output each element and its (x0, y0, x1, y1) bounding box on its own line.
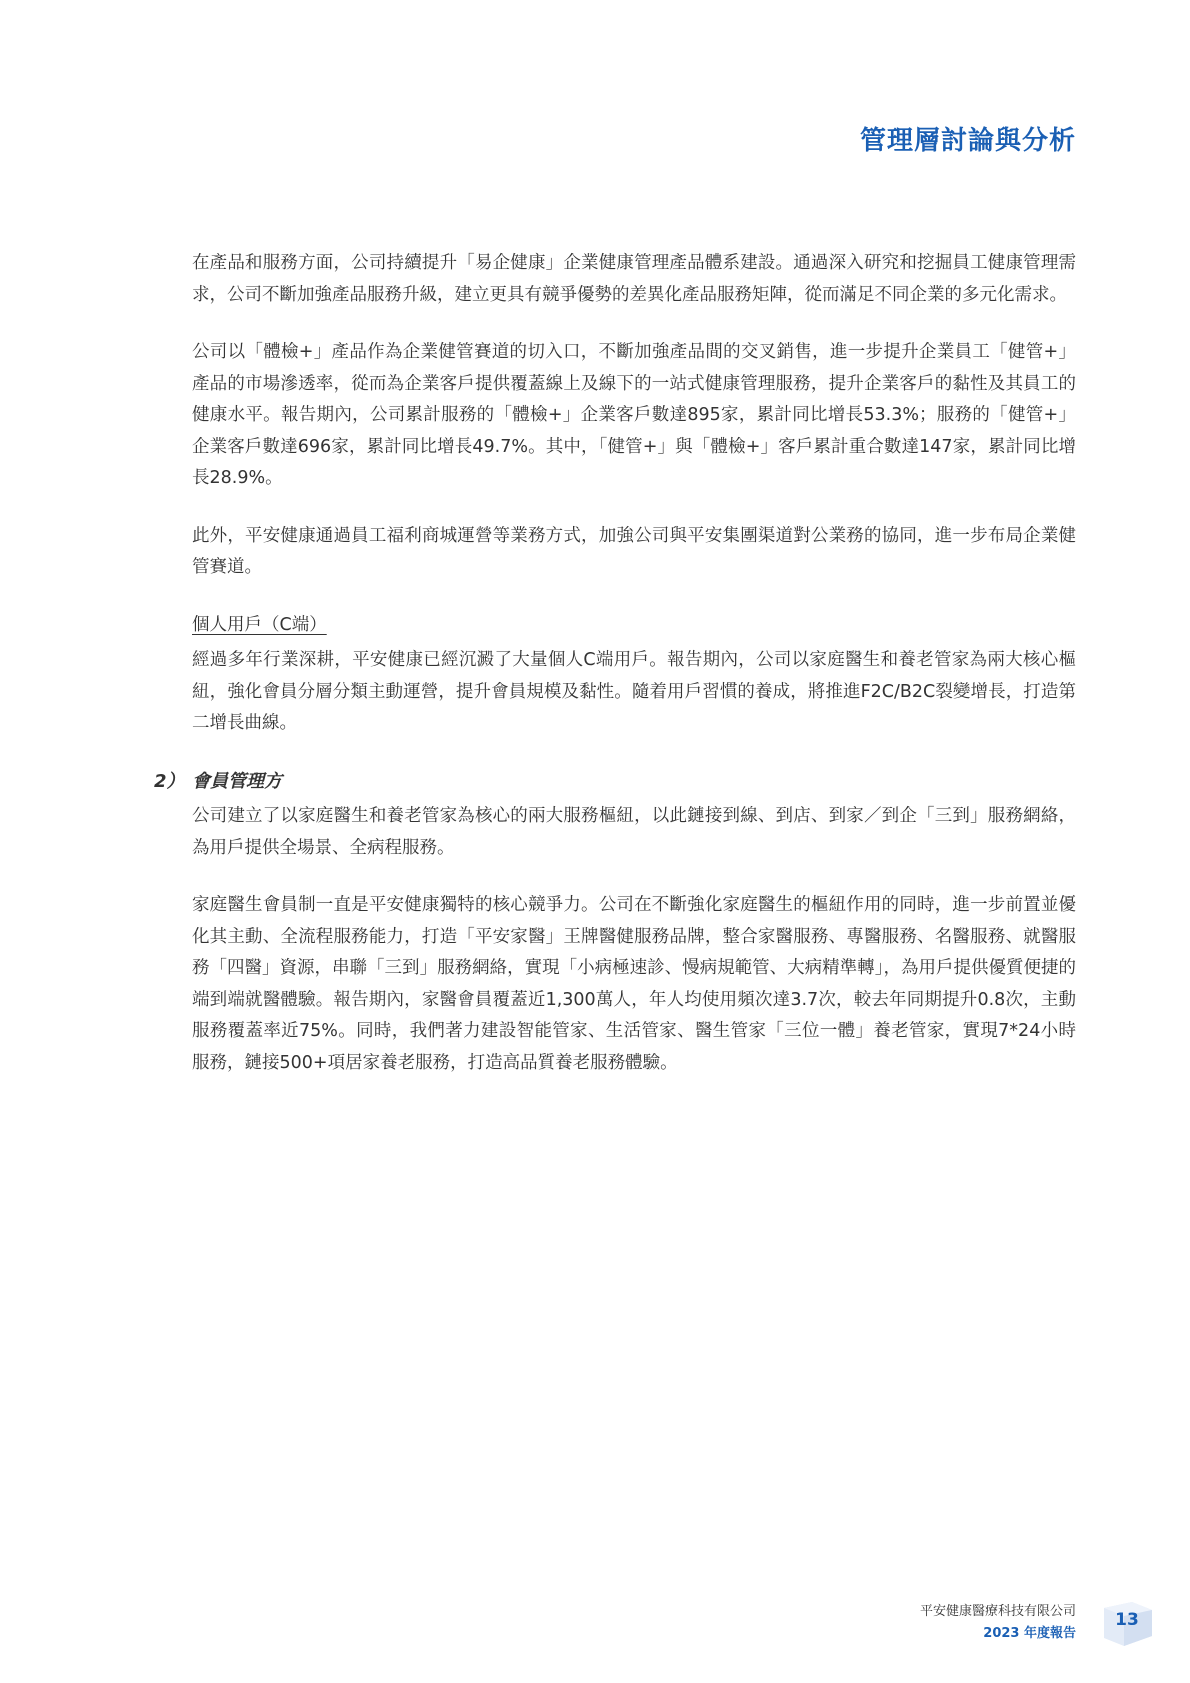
subheading-individual-users: 個人用戶（C端） (192, 614, 327, 635)
section-heading-member-management (154, 766, 1076, 798)
page-title: 管理層討論與分析 (859, 126, 1076, 156)
page-number-badge (1096, 1600, 1158, 1650)
section-title: 會員管理方 (192, 770, 282, 792)
paragraph-individual-users: 經過多年行業深耕，平安健康已經沉澱了大量個人C端用戶。報告期內，公司以家庭醫生和養老管家為兩大核心樞紐，強化會員分層分類主動運營，提升會員規模及黏性。隨着用戶習慣的養成，將推進F2C/B2C裂變增長，打造第二增長曲線。 (192, 650, 1076, 733)
paragraph-employee-welfare: 此外，平安健康通過員工福利商城運營等業務方式，加強公司與平安集團渠道對公業務的協同，進一步布局企業健管賽道。 (192, 525, 1076, 577)
section-number: 2） (154, 770, 185, 792)
page-number: 13 (1115, 1610, 1139, 1630)
main-content (154, 248, 1076, 1105)
footer-company-name: 平安健康醫療科技有限公司 (919, 1604, 1076, 1619)
footer-report-name: 2023 年度報告 (983, 1626, 1076, 1641)
paragraph-service-hubs: 公司建立了以家庭醫生和養老管家為核心的兩大服務樞紐，以此鏈接到線、到店、到家／到企「三到」服務網絡，為用戶提供全場景、全病程服務。 (192, 806, 1076, 858)
paragraph-family-doctor: 家庭醫生會員制一直是平安健康獨特的核心競爭力。公司在不斷強化家庭醫生的樞紐作用的同時，進一步前置並優化其主動、全流程服務能力，打造「平安家醫」王牌醫健服務品牌，整合家醫服務、專醫服務、名醫服務、就醫服務「四醫」資源，串聯「三到」服務網絡，實現「小病極速診、慢病規範管、大病精準轉」，為用戶提供優質便捷的端到端就醫體驗。報告期內，家醫會員覆蓋近1,300萬人，年人均使用頻次達3.7次，較去年同期提升0.8次，主動服務覆蓋率近75%。同時，我們著力建設智能管家、生活管家、醫生管家「三位一體」養老管家，實現7*24小時服務，鏈接500+項居家養老服務，打造高品質養老服務體驗。 (192, 895, 1076, 1073)
paragraph-products-services: 在產品和服務方面，公司持續提升「易企健康」企業健康管理產品體系建設。通過深入研究和挖掘員工健康管理需求，公司不斷加強產品服務升級，建立更具有競爭優勢的差異化產品服務矩陣，從而滿足不同企業的多元化需求。 (192, 253, 1076, 305)
paragraph-checkup-plus: 公司以「體檢+」產品作為企業健管賽道的切入口，不斷加強產品間的交叉銷售，進一步提升企業員工「健管+」產品的市場滲透率，從而為企業客戶提供覆蓋線上及線下的一站式健康管理服務，提升企業客戶的黏性及其員工的健康水平。報告期內，公司累計服務的「體檢+」企業客戶數達895家，累計同比增長53.3%；服務的「健管+」企業客戶數達696家，累計同比增長49.7%。其中，「健管+」與「體檢+」客戶累計重合數達147家，累計同比增長28.9%。 (192, 342, 1076, 488)
